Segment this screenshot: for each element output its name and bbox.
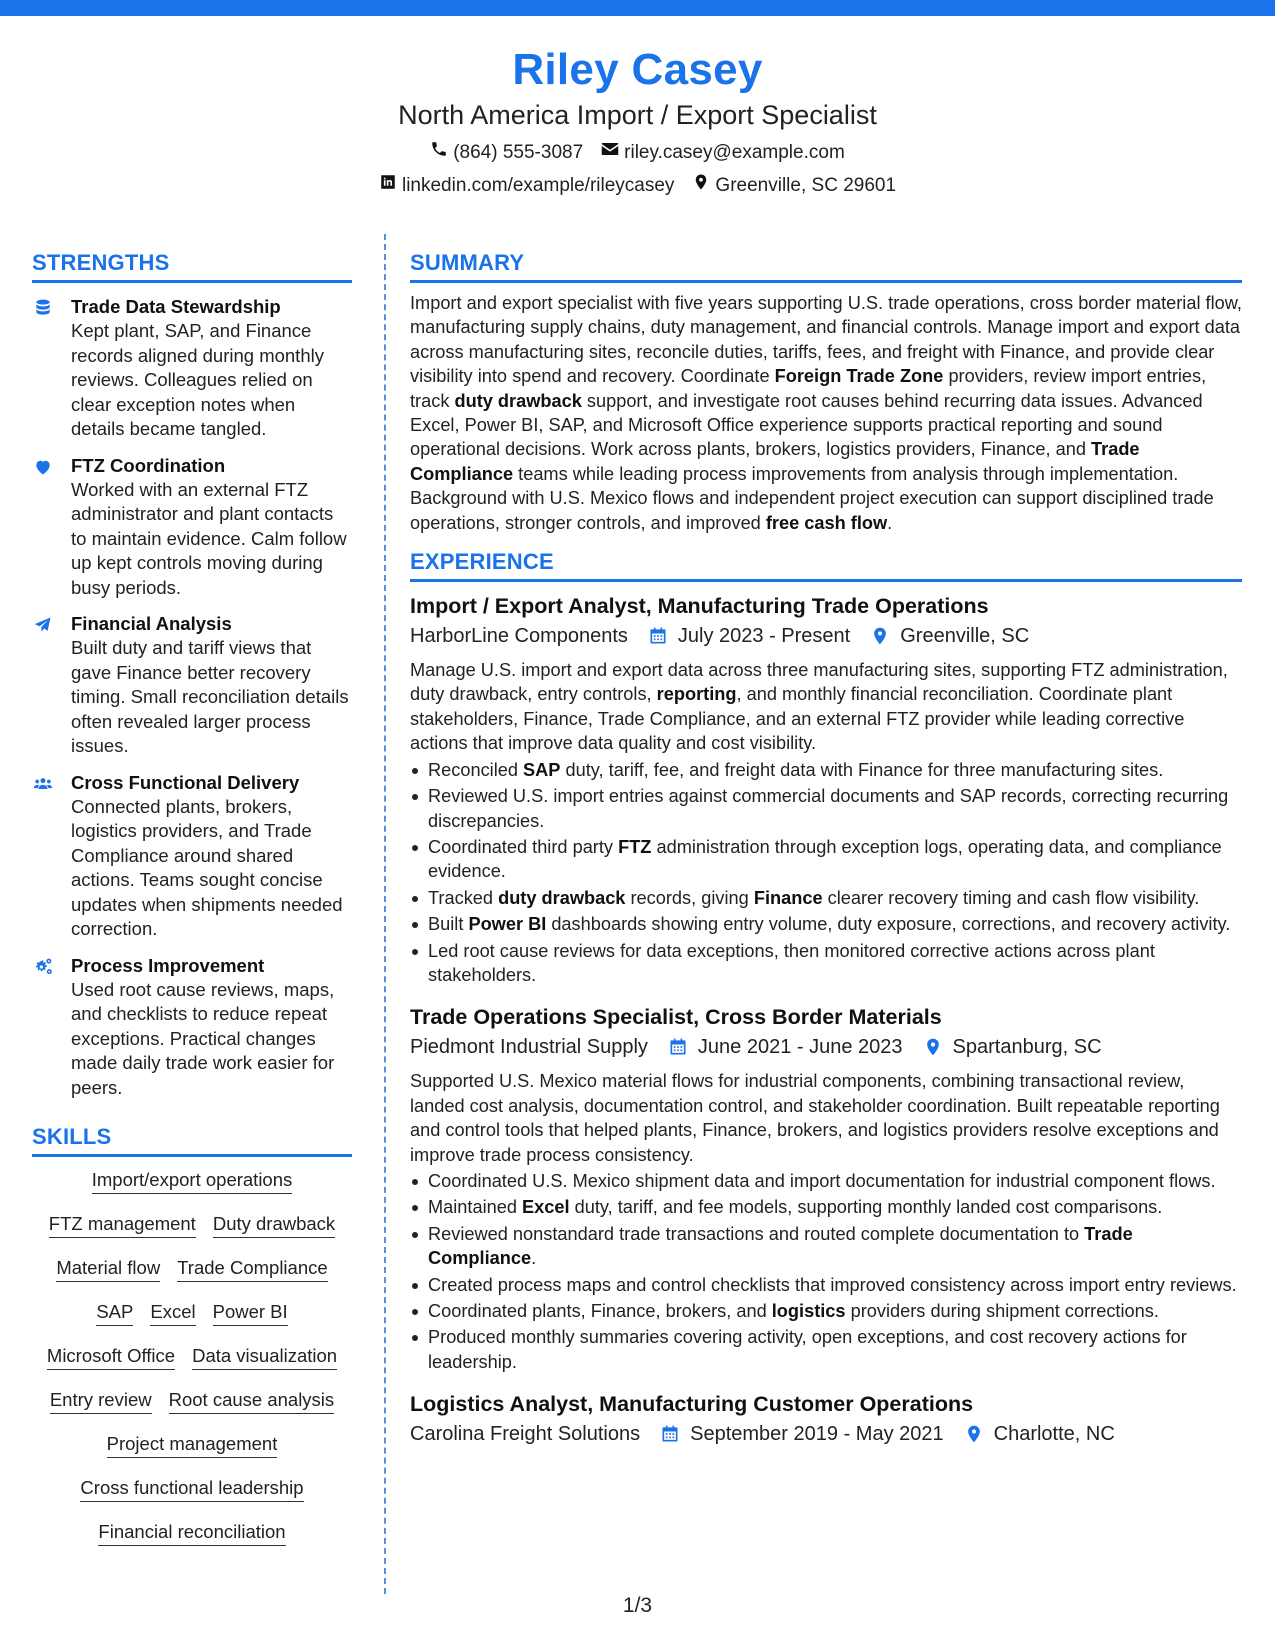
summary-heading: SUMMARY xyxy=(410,248,1242,283)
summary-text: Import and export specialist with five years supporting U.S. trade operations, cross border material flow, manufacturing supply chains, duty management, and financial controls. Manage import and export data across manufacturing sites, reconcile duties, tariffs, fees, and freight with Finance, and provide clear visibility into spend and recovery. Coordinate Foreign Trade Zone providers, review import entries, track duty drawback support, and investigate root causes behind recurring data issues. Advanced Excel, Power BI, SAP, and Microsoft Office experience supports practical reporting and sound operational decisions. Work across plants, brokers, logistics providers, Finance, and Trade Compliance teams while leading process improvements from analysis through implementation. Background with U.S. Mexico flows and independent project execution can support disciplined trade operations, stronger controls, and improved free cash flow. xyxy=(410,293,1242,533)
skill-tag: Power BI xyxy=(213,1301,288,1326)
strengths-heading: STRENGTHS xyxy=(32,248,352,283)
phone-text: (864) 555-3087 xyxy=(453,141,584,163)
job-entry xyxy=(410,1390,1242,1448)
bullet-item: Reconciled SAP duty, tariff, fee, and freight data with Finance for three manufacturing sites. xyxy=(410,758,1242,782)
linkedin-text[interactable]: linkedin.com/example/rileycasey xyxy=(401,174,675,196)
bullet-item: Tracked duty drawback records, giving Finance clearer recovery timing and cash flow visibility. xyxy=(410,886,1242,910)
job-title: Logistics Analyst, Manufacturing Customer Operations xyxy=(410,1392,974,1417)
strength-title: FTZ Coordination xyxy=(71,454,226,476)
strength-desc: Used root cause reviews, maps, and checklists to reduce repeat exceptions. Practical changes made daily trade work easier for peers. xyxy=(71,978,335,1098)
strength-title: Financial Analysis xyxy=(71,613,232,634)
job-bullets xyxy=(410,758,1242,988)
paper-plane-icon xyxy=(32,615,54,635)
bullet-item: Reviewed nonstandard trade transactions and routed complete documentation to Trade Compliance. xyxy=(410,1222,1242,1271)
job-location: Spartanburg, SC xyxy=(952,1036,1102,1059)
users-icon xyxy=(32,774,54,794)
experience-heading: EXPERIENCE xyxy=(410,547,1242,582)
strength-item xyxy=(32,295,352,442)
skill-tag: Import/export operations xyxy=(92,1169,293,1194)
skill-row xyxy=(32,1213,352,1238)
page-number: 1/3 xyxy=(622,1594,653,1617)
calendar-icon xyxy=(660,1424,680,1444)
left-column xyxy=(32,248,352,1565)
top-accent-bar xyxy=(0,0,1275,16)
calendar-icon xyxy=(668,1037,688,1057)
job-description: Manage U.S. import and export data across three manufacturing sites, supporting FTZ administration, duty drawback, entry controls, reporting, and monthly financial reconciliation. Coordinate plant stakeholders, Finance, Trade Compliance, and an external FTZ provider while leading corrective actions that improve data quality and cost visibility. xyxy=(410,660,1228,754)
job-meta xyxy=(410,1033,1242,1061)
job-company: HarborLine Components xyxy=(410,625,628,648)
skill-tag: Financial reconciliation xyxy=(98,1521,285,1546)
job-meta xyxy=(410,1420,1242,1448)
bullet-item: Produced monthly summaries covering activity, open exceptions, and cost recovery actions for leadership. xyxy=(410,1325,1242,1374)
job-title: Trade Operations Specialist, Cross Border Materials xyxy=(410,1005,942,1030)
skill-tag: Cross functional leadership xyxy=(80,1477,303,1502)
strength-item xyxy=(32,612,352,759)
bullet-item: Maintained Excel duty, tariff, and fee models, supporting monthly landed cost comparisons. xyxy=(410,1195,1242,1219)
map-pin-icon xyxy=(692,173,710,198)
calendar-icon xyxy=(648,626,668,646)
job-entry xyxy=(410,592,1242,987)
candidate-title: North America Import / Export Specialist xyxy=(398,100,877,130)
skill-tag: Excel xyxy=(150,1301,195,1326)
skill-row xyxy=(32,1521,352,1546)
strength-title: Trade Data Stewardship xyxy=(71,296,281,317)
database-icon xyxy=(32,298,54,318)
skill-tag: Microsoft Office xyxy=(47,1345,175,1370)
location-contact xyxy=(692,173,896,198)
cogs-icon xyxy=(32,957,54,977)
skill-row xyxy=(32,1301,352,1326)
skill-tag: Material flow xyxy=(56,1257,160,1282)
envelope-icon xyxy=(601,140,619,165)
job-dates: June 2021 - June 2023 xyxy=(697,1036,903,1059)
skills-heading: SKILLS xyxy=(32,1122,352,1157)
skill-tag: Project management xyxy=(107,1433,278,1458)
contact-row-2 xyxy=(0,173,1275,198)
strength-desc: Built duty and tariff views that gave Finance better recovery timing. Small reconciliation details often revealed larger process issues. xyxy=(71,637,349,756)
skill-row xyxy=(32,1257,352,1282)
job-dates: July 2023 - Present xyxy=(677,625,851,648)
strength-desc: Connected plants, brokers, logistics providers, and Trade Compliance around shared actions. Teams sought concise updates when shipments needed correction. xyxy=(71,795,343,939)
skill-tag: Root cause analysis xyxy=(169,1389,335,1414)
bullet-item: Coordinated third party FTZ administration through exception logs, operating data, and compliance evidence. xyxy=(410,835,1242,884)
linkedin-contact[interactable] xyxy=(379,173,674,198)
skill-tag: Duty drawback xyxy=(213,1213,335,1238)
strength-desc: Worked with an external FTZ administrator and plant contacts to maintain evidence. Calm follow up kept controls moving during busy periods. xyxy=(71,478,347,598)
skill-tag: Trade Compliance xyxy=(177,1257,327,1282)
bullet-item: Led root cause reviews for data exceptions, then monitored corrective actions across plant stakeholders. xyxy=(410,939,1242,988)
skill-row xyxy=(32,1389,352,1414)
job-bullets xyxy=(410,1169,1242,1374)
skill-tag: SAP xyxy=(96,1301,133,1326)
skill-row xyxy=(32,1169,352,1194)
skill-tag: Data visualization xyxy=(192,1345,337,1370)
strength-item xyxy=(32,954,352,1101)
skill-row xyxy=(32,1477,352,1502)
strength-item xyxy=(32,454,352,601)
skills-list xyxy=(32,1169,352,1546)
phone-icon xyxy=(430,140,448,165)
email-text[interactable]: riley.casey@example.com xyxy=(624,141,845,163)
strength-title: Process Improvement xyxy=(71,954,265,976)
job-entry xyxy=(410,1003,1242,1374)
job-dates: September 2019 - May 2021 xyxy=(690,1423,944,1446)
skill-row xyxy=(32,1345,352,1370)
job-company: Piedmont Industrial Supply xyxy=(410,1036,648,1059)
right-column xyxy=(410,248,1242,1448)
map-pin-icon xyxy=(870,626,890,646)
resume-header xyxy=(0,44,1275,198)
map-pin-icon xyxy=(923,1037,943,1057)
heart-icon xyxy=(32,457,54,477)
location-text: Greenville, SC 29601 xyxy=(715,174,897,196)
job-location: Charlotte, NC xyxy=(993,1423,1115,1446)
job-title: Import / Export Analyst, Manufacturing Trade Operations xyxy=(410,594,989,619)
job-meta xyxy=(410,622,1242,650)
candidate-name: Riley Casey xyxy=(512,45,763,94)
bullet-item: Reviewed U.S. import entries against commercial documents and SAP records, correcting recurring discrepancies. xyxy=(410,784,1242,833)
bullet-item: Built Power BI dashboards showing entry volume, duty exposure, corrections, and recovery activity. xyxy=(410,912,1242,936)
map-pin-icon xyxy=(964,1424,984,1444)
phone-contact xyxy=(430,140,583,165)
bullet-item: Created process maps and control checklists that improved consistency across import entry reviews. xyxy=(410,1273,1242,1297)
job-description: Supported U.S. Mexico material flows for industrial components, combining transactional review, landed cost analysis, documentation control, and stakeholder coordination. Built repeatable reporting and control tools that helped plants, Finance, brokers, and logistics providers resolve exceptions and improve trade process consistency. xyxy=(410,1071,1220,1165)
job-company: Carolina Freight Solutions xyxy=(410,1423,641,1446)
job-location: Greenville, SC xyxy=(900,625,1030,648)
bullet-item: Coordinated plants, Finance, brokers, and logistics providers during shipment corrections. xyxy=(410,1299,1242,1323)
skill-tag: FTZ management xyxy=(49,1213,196,1238)
strength-desc: Kept plant, SAP, and Finance records aligned during monthly reviews. Colleagues relied on clear exception notes when details became tangled. xyxy=(71,320,324,439)
contact-row-1 xyxy=(0,140,1275,165)
skill-tag: Entry review xyxy=(50,1389,152,1414)
linkedin-icon xyxy=(379,173,397,198)
skill-row xyxy=(32,1433,352,1458)
strength-item xyxy=(32,771,352,942)
email-contact[interactable] xyxy=(601,140,845,165)
bullet-item: Coordinated U.S. Mexico shipment data and import documentation for industrial component flows. xyxy=(410,1169,1242,1193)
strength-title: Cross Functional Delivery xyxy=(71,771,300,793)
column-divider xyxy=(384,234,386,1594)
